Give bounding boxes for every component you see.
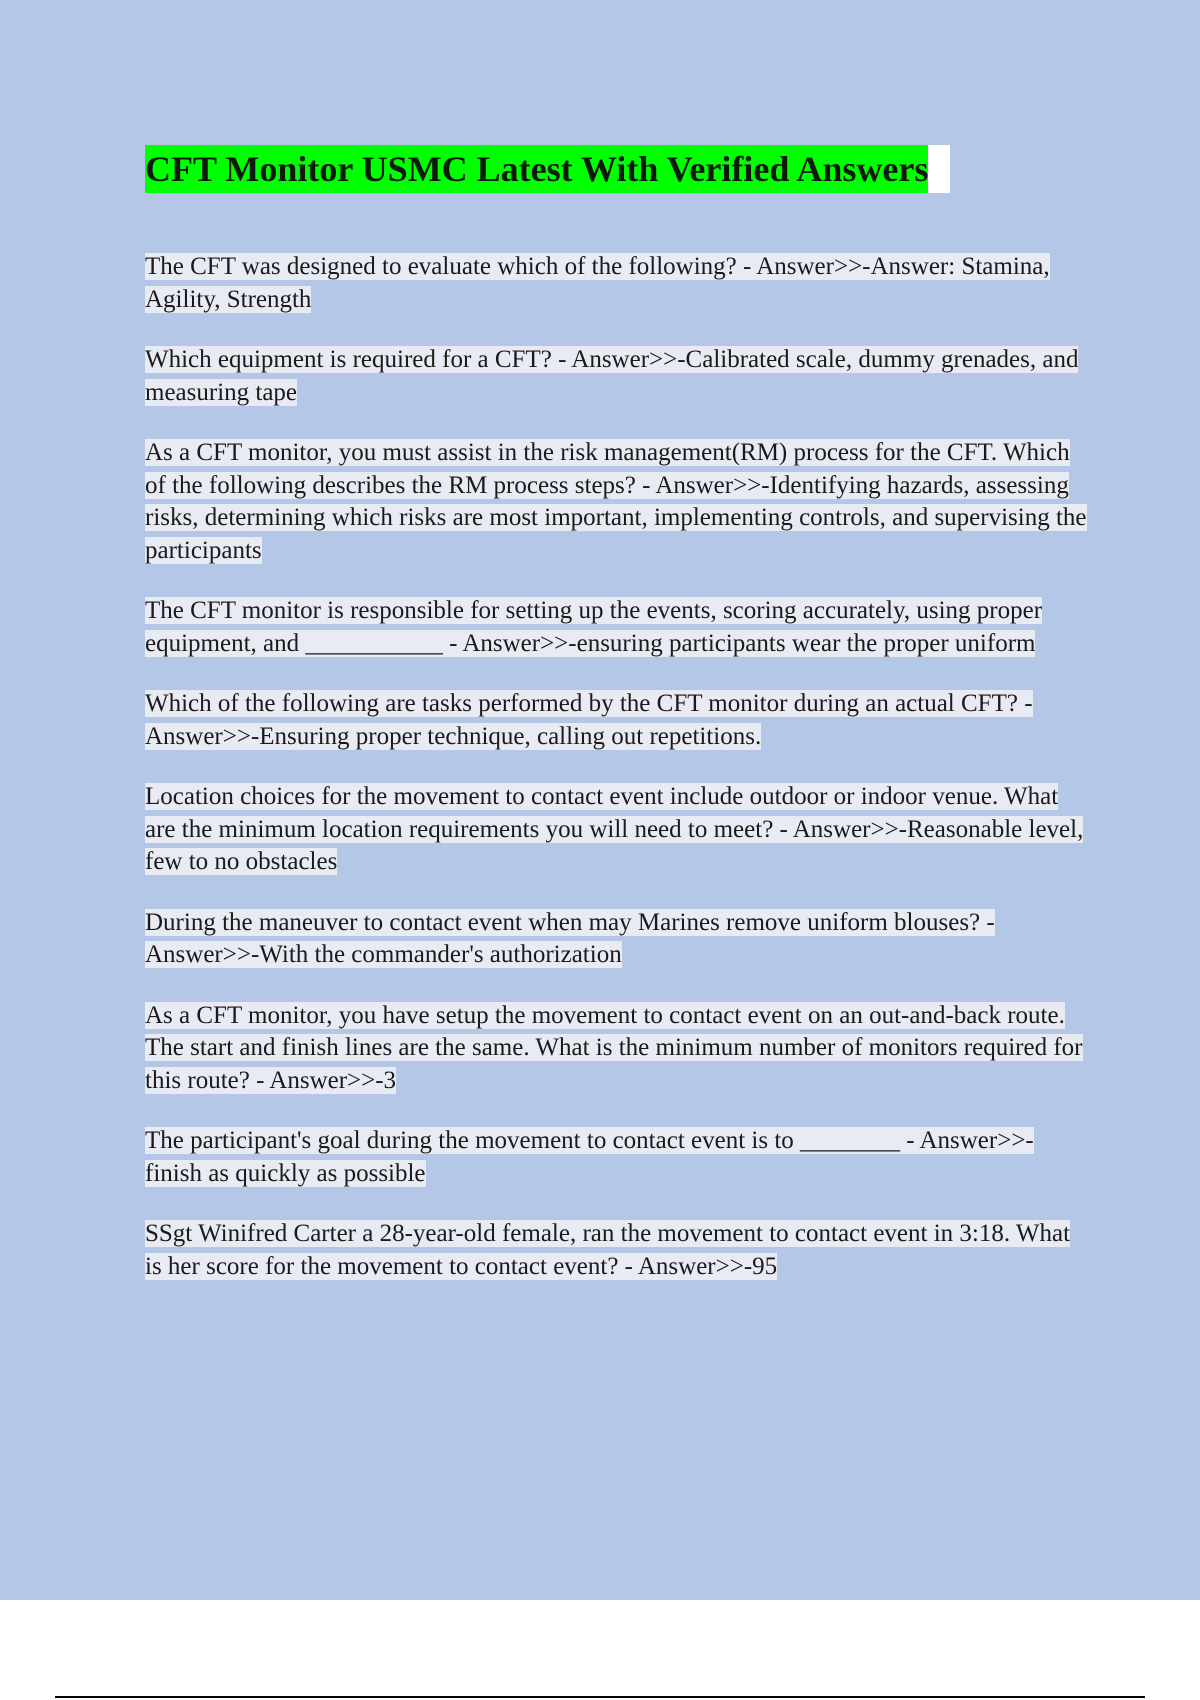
- qa-text: The participant's goal during the movement to contact event is to ________ - Answer>>-finish as quickly as possible: [145, 1127, 1034, 1187]
- qa-text: As a CFT monitor, you have setup the movement to contact event on an out-and-back route. The start and finish lines are the same. What is the minimum number of monitors required for this route? - Answer>>-3: [145, 1001, 1083, 1094]
- qa-text: Location choices for the movement to contact event include outdoor or indoor venue. What are the minimum location requirements you will need to meet? - Answer>>-Reasonable level, few to no obstacles: [145, 783, 1084, 875]
- qa-item-10: [145, 1218, 1090, 1283]
- qa-item-9: [145, 1125, 1090, 1190]
- qa-item-5: [145, 688, 1090, 753]
- qa-text: The CFT was designed to evaluate which of the following? - Answer>>-Answer: Stamina, Agility, Strength: [145, 253, 1050, 313]
- qa-text: The CFT monitor is responsible for setting up the events, scoring accurately, using proper equipment, and ___________ - Answer>>-ensuring participants wear the proper uniform: [145, 597, 1043, 657]
- qa-text: During the maneuver to contact event when may Marines remove uniform blouses? - Answer>>-With the commander's authorization: [145, 908, 995, 968]
- footer-divider: [55, 1696, 1145, 1698]
- qa-item-2: [145, 344, 1090, 409]
- title-block: [145, 143, 1090, 195]
- qa-item-8: [145, 1000, 1090, 1098]
- document-title: CFT Monitor USMC Latest With Verified Answers: [145, 145, 928, 193]
- qa-item-3: [145, 437, 1090, 567]
- qa-text: As a CFT monitor, you must assist in the risk management(RM) process for the CFT. Which of the following describes the RM process steps? - Answer>>-Identifying hazards, assessing risks, determining which risks are most important, implementing controls, and supervising the participants: [145, 439, 1087, 564]
- qa-item-6: [145, 781, 1090, 879]
- qa-text: Which equipment is required for a CFT? - Answer>>-Calibrated scale, dummy grenades, and measuring tape: [145, 346, 1079, 406]
- qa-text: SSgt Winifred Carter a 28-year-old female, ran the movement to contact event in 3:18. What is her score for the movement to contact event? - Answer>>-95: [145, 1220, 1071, 1280]
- qa-item-1: [145, 251, 1090, 316]
- qa-item-7: [145, 907, 1090, 972]
- qa-text: Which of the following are tasks performed by the CFT monitor during an actual CFT? - Answer>>-Ensuring proper technique, calling out repetitions.: [145, 690, 1033, 750]
- qa-item-4: [145, 595, 1090, 660]
- document-body: [145, 143, 1090, 1311]
